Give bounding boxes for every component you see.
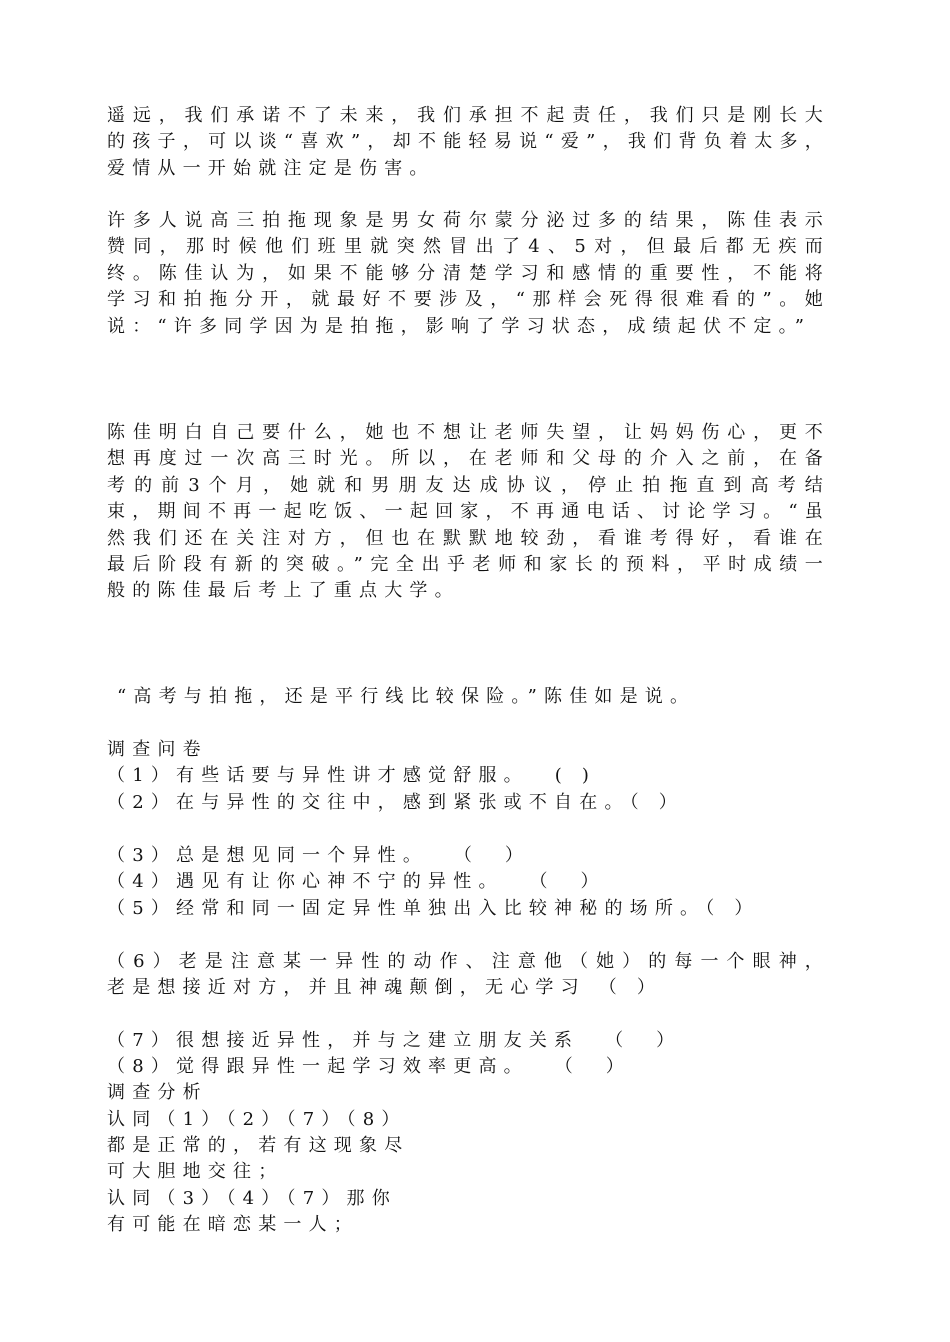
survey-title: 调查问卷 bbox=[107, 739, 208, 760]
survey-question-8: （8）觉得跟异性一起学习效率更高。 （ ） bbox=[107, 1056, 631, 1077]
survey-question-5: （5）经常和同一固定异性单独出入比较神秘的场所。（ ） bbox=[107, 898, 760, 919]
analysis-line-4: 认同（3）（4）（7）那你 bbox=[107, 1188, 397, 1209]
survey-question-6: （6）老是注意某一异性的动作、注意他（她）的每一个眼神，老是想接近对方，并且神魂颠倒，无心学习 （ ） bbox=[107, 951, 830, 999]
analysis-line-5: 有可能在暗恋某一人； bbox=[107, 1214, 359, 1235]
survey-question-3: （3）总是想见同一个异性。 （ ） bbox=[107, 845, 531, 866]
survey-question-4: （4）遇见有让你心神不宁的异性。 （ ） bbox=[107, 871, 606, 892]
analysis-line-2: 都是正常的，若有这现象尽 bbox=[107, 1135, 410, 1156]
analysis-line-1: 认同（1）（2）（7）（8） bbox=[107, 1109, 407, 1130]
analysis-line-3: 可大胆地交往； bbox=[107, 1161, 284, 1182]
analysis-title: 调查分析 bbox=[107, 1082, 208, 1103]
paragraph-1: 遥远，我们承诺不了未来，我们承担不起责任，我们只是刚长大的孩子，可以谈“喜欢”，却不能轻易说“爱”，我们背负着太多，爱情从一开始就注定是伤害。 bbox=[107, 105, 830, 179]
paragraph-3: 陈佳明白自己要什么，她也不想让老师失望，让妈妈伤心，更不想再度过一次高三时光。所以，在老师和父母的介入之前，在备考的前3个月，她就和男朋友达成协议，停止拍拖直到高考结束，期间不再一起吃饭、一起回家，不再通电话、讨论学习。“虽然我们还在关注对方，但也在默默地较劲，看谁考得好，看谁在最后阶段有新的突破。”完全出乎老师和家长的预料，平时成绩一般的陈佳最后考上了重点大学。 bbox=[107, 422, 830, 602]
survey-question-2: （2）在与异性的交往中，感到紧张或不自在。（ ） bbox=[107, 792, 684, 813]
paragraph-4: “高考与拍拖，还是平行线比较保险。”陈佳如是说。 bbox=[117, 686, 696, 707]
paragraph-2: 许多人说高三拍拖现象是男女荷尔蒙分泌过多的结果，陈佳表示赞同，那时候他们班里就突然冒出了4、5对，但最后都无疾而终。陈佳认为，如果不能够分清楚学习和感情的重要性，不能将学习和拍拖分开，就最好不要涉及，“那样会死得很难看的”。她说：“许多同学因为是拍拖，影响了学习状态，成绩起伏不定。” bbox=[107, 210, 830, 337]
survey-question-7: （7）很想接近异性，并与之建立朋友关系 （ ） bbox=[107, 1030, 682, 1051]
survey-question-1: （1）有些话要与异性讲才感觉舒服。 ( ) bbox=[107, 765, 597, 786]
